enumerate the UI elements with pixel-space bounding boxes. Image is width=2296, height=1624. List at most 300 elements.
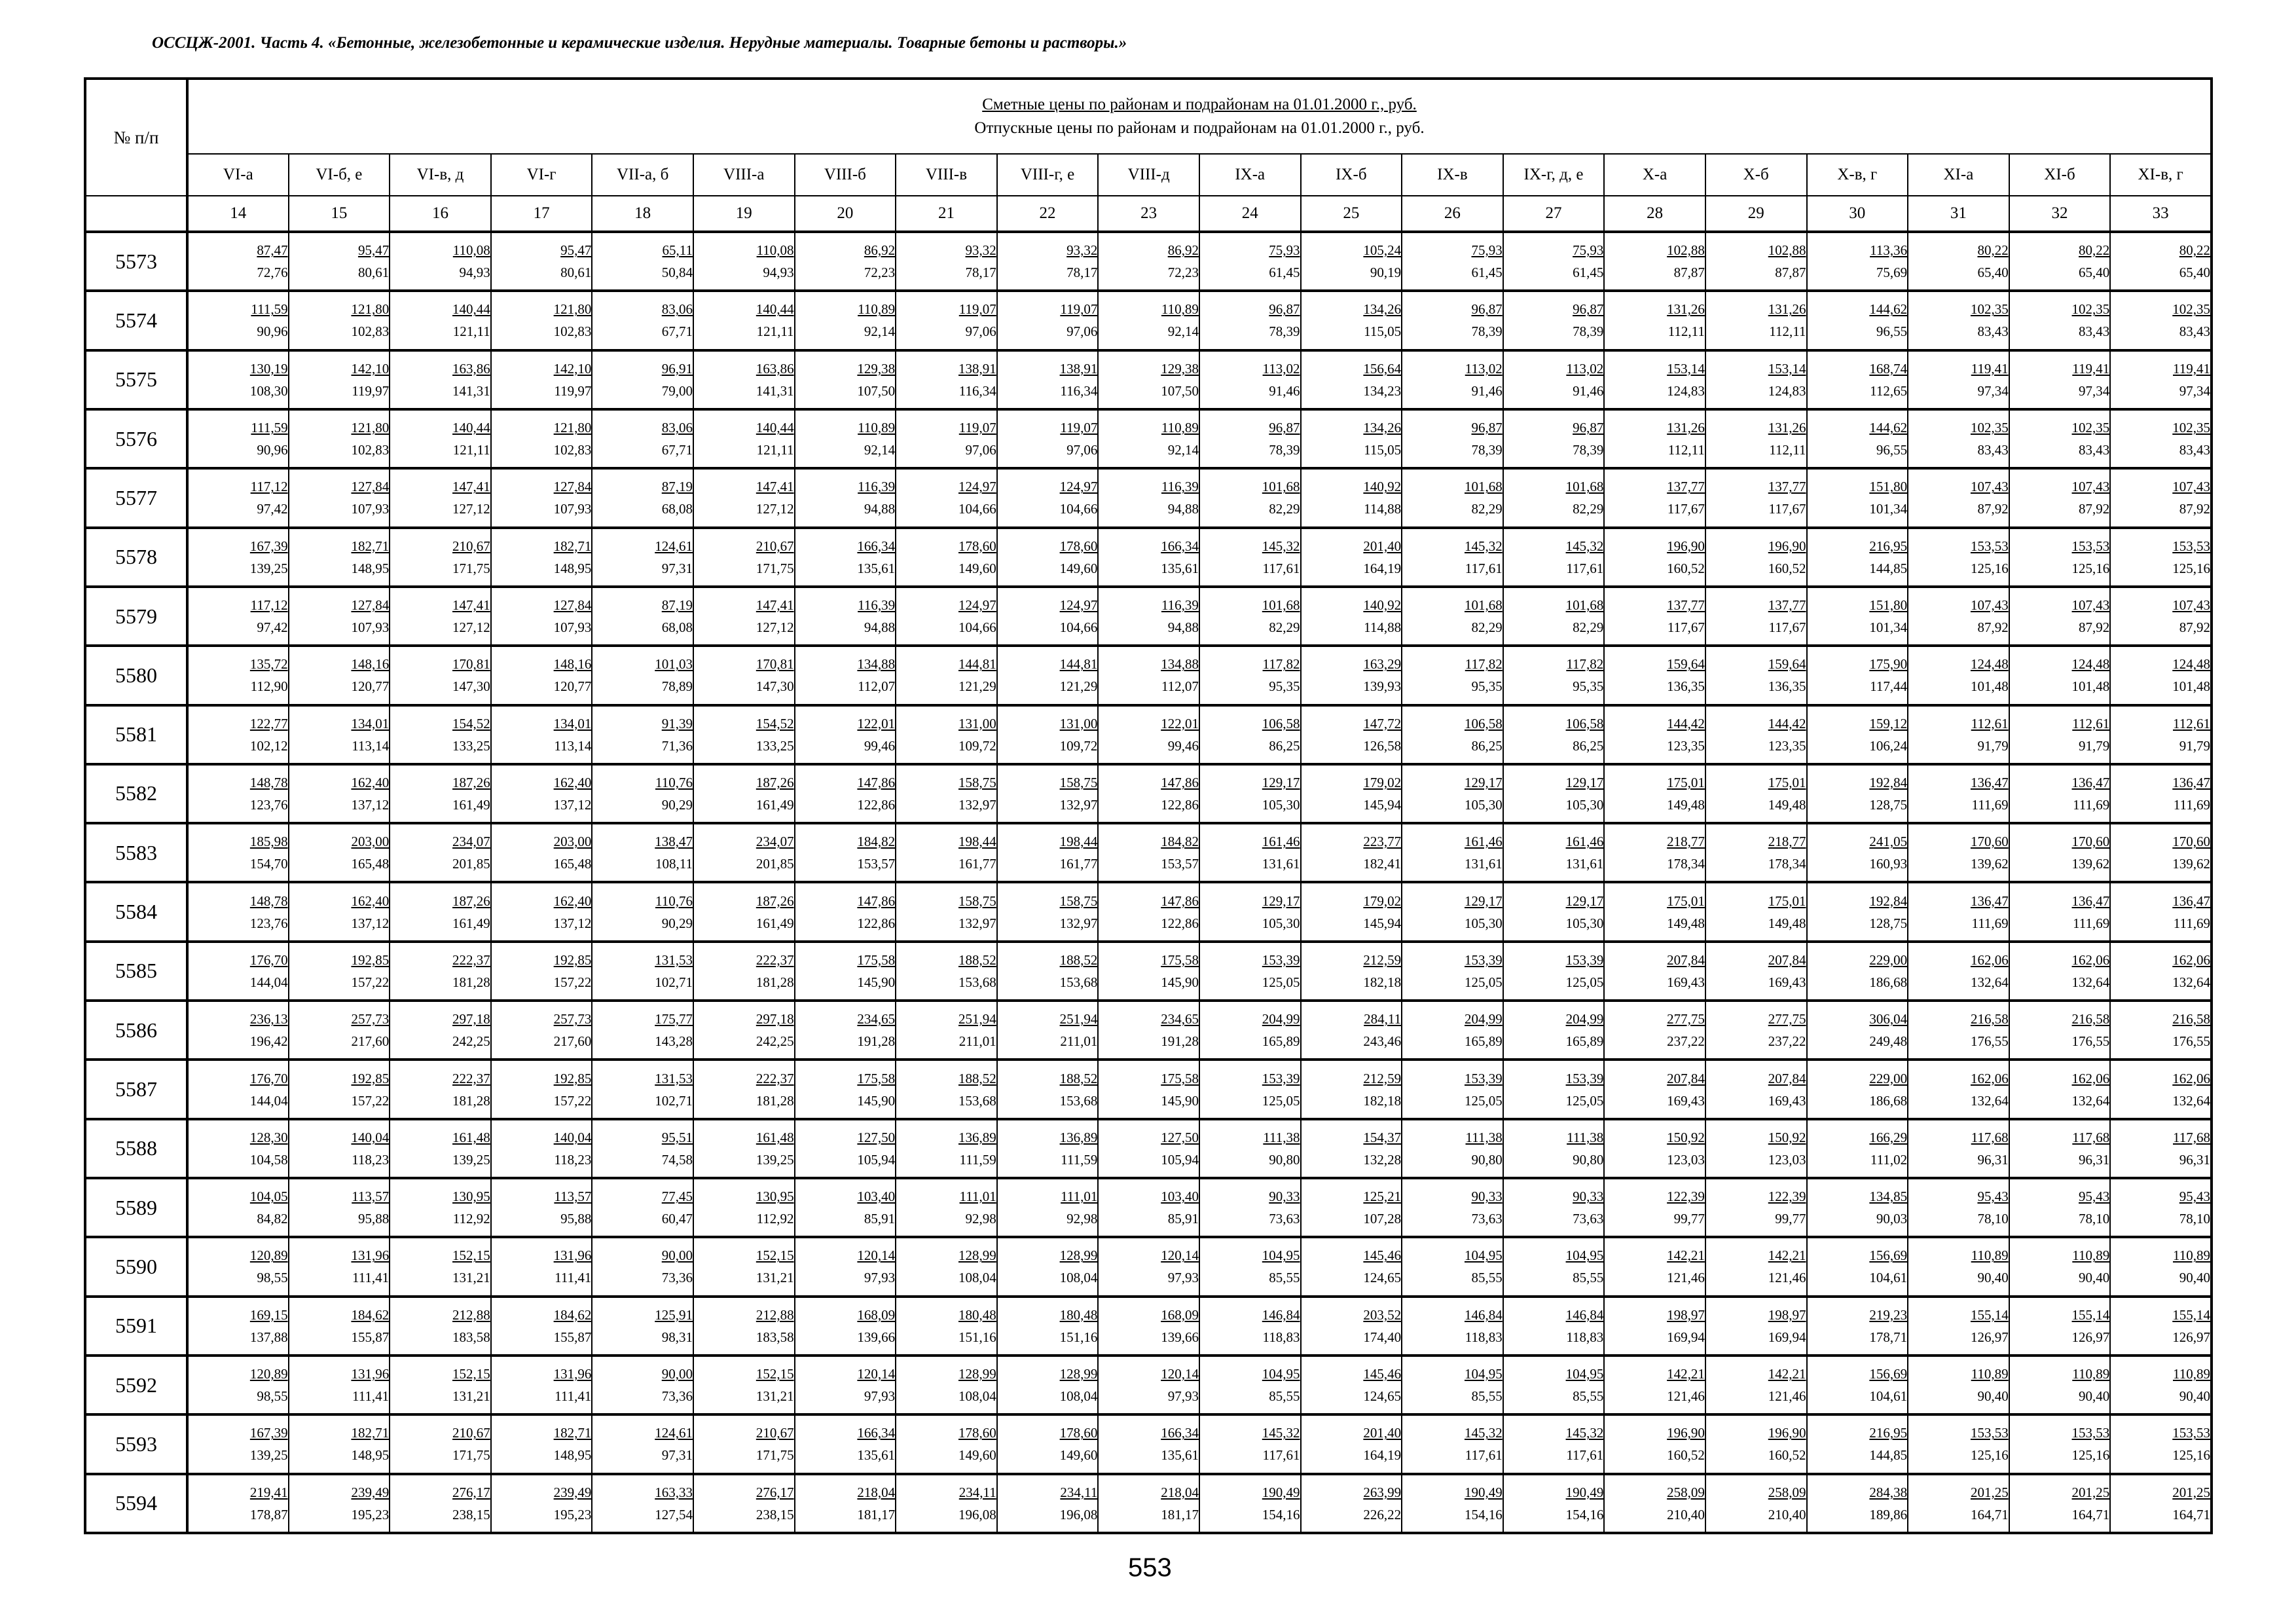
price-cell — [2009, 587, 2111, 646]
release-price: 86,25 — [1573, 737, 1604, 754]
release-price: 114,88 — [1364, 619, 1402, 636]
estimate-price: 158,75 — [1059, 774, 1098, 790]
estimate-price: 145,32 — [1565, 538, 1604, 554]
estimate-price: 162,06 — [2071, 1070, 2110, 1086]
release-price: 78,17 — [1066, 265, 1098, 281]
estimate-price: 188,52 — [958, 951, 996, 968]
price-cell — [693, 1356, 795, 1414]
estimate-price: 90,33 — [1471, 1189, 1503, 1205]
region-codes-row — [85, 154, 2212, 196]
release-price: 78,39 — [1573, 442, 1604, 458]
release-price: 111,02 — [1870, 1151, 1908, 1168]
estimate-price: 95,43 — [1977, 1189, 2009, 1205]
release-price: 74,58 — [661, 1151, 693, 1168]
price-cell — [1301, 882, 1402, 941]
price-cell — [2009, 528, 2111, 587]
release-price: 121,46 — [1768, 1388, 1806, 1405]
price-cell — [1705, 764, 1807, 823]
price-cell — [2110, 705, 2212, 764]
estimate-price: 110,89 — [1161, 301, 1199, 318]
release-price: 165,89 — [1262, 1033, 1300, 1050]
estimate-price: 145,32 — [1262, 538, 1300, 554]
estimate-price: 146,84 — [1464, 1306, 1503, 1323]
release-price: 131,61 — [1565, 856, 1604, 872]
price-cell — [1503, 468, 1605, 527]
release-price: 97,93 — [1167, 1388, 1199, 1405]
release-price: 115,05 — [1364, 442, 1402, 458]
release-price: 155,87 — [351, 1329, 390, 1345]
table-row — [85, 823, 2212, 882]
release-price: 242,25 — [756, 1033, 794, 1050]
price-cell — [187, 1119, 289, 1178]
release-price: 78,89 — [661, 678, 693, 695]
price-cell — [997, 1178, 1099, 1237]
price-cell — [1705, 587, 1807, 646]
release-price: 97,06 — [965, 442, 996, 458]
price-cell — [693, 1001, 795, 1060]
estimate-price: 117,82 — [1465, 656, 1503, 673]
price-cell — [693, 232, 795, 291]
release-price: 217,60 — [351, 1033, 390, 1050]
release-price: 121,11 — [452, 323, 490, 340]
estimate-price: 196,90 — [1667, 538, 1705, 554]
estimate-price: 258,09 — [1768, 1484, 1806, 1500]
release-price: 102,83 — [553, 323, 592, 340]
estimate-price: 103,40 — [1161, 1189, 1199, 1205]
price-cell — [187, 1297, 289, 1356]
price-cell — [1503, 1237, 1605, 1296]
estimate-price: 297,18 — [756, 1011, 794, 1027]
release-price: 164,71 — [2172, 1506, 2210, 1522]
release-price: 149,48 — [1667, 915, 1705, 931]
table-row — [85, 764, 2212, 823]
estimate-price: 117,12 — [250, 479, 288, 495]
estimate-price: 150,92 — [1768, 1129, 1806, 1145]
estimate-price: 104,05 — [249, 1189, 288, 1205]
estimate-price: 80,22 — [2179, 242, 2210, 259]
release-price: 96,31 — [1977, 1151, 2009, 1168]
region-code-header: IX-в — [1402, 154, 1503, 196]
estimate-price: 101,68 — [1262, 479, 1300, 495]
estimate-price: 204,99 — [1565, 1011, 1604, 1027]
estimate-price: 122,01 — [1161, 715, 1199, 731]
price-cell — [1604, 646, 1705, 705]
release-price: 85,55 — [1573, 1270, 1604, 1286]
estimate-price: 128,99 — [958, 1366, 996, 1382]
price-cell — [187, 646, 289, 705]
price-cell — [896, 1237, 997, 1296]
release-price: 91,46 — [1269, 382, 1300, 399]
price-cell — [2110, 291, 2212, 350]
estimate-price: 122,77 — [249, 715, 288, 731]
estimate-price: 112,61 — [1971, 715, 2009, 731]
price-cell — [1908, 350, 2009, 409]
price-cell — [2110, 1119, 2212, 1178]
release-price: 121,11 — [756, 323, 794, 340]
release-price: 151,16 — [958, 1329, 996, 1345]
estimate-price: 91,39 — [661, 715, 693, 731]
price-cell — [1604, 350, 1705, 409]
price-cell — [1705, 1297, 1807, 1356]
estimate-price: 148,78 — [249, 893, 288, 909]
release-price: 132,64 — [2071, 974, 2110, 990]
estimate-price: 146,84 — [1565, 1306, 1604, 1323]
price-cell — [1503, 646, 1605, 705]
release-price: 91,46 — [1471, 382, 1503, 399]
release-price: 186,68 — [1869, 974, 1908, 990]
release-price: 176,55 — [2172, 1033, 2210, 1050]
price-cell — [1807, 291, 1908, 350]
region-code-header: IX-а — [1199, 154, 1301, 196]
release-price: 90,29 — [661, 796, 693, 813]
release-price: 124,83 — [1768, 382, 1806, 399]
price-cell — [1199, 1474, 1301, 1533]
price-cell — [896, 350, 997, 409]
estimate-price: 90,00 — [661, 1366, 693, 1382]
estimate-price: 236,13 — [249, 1011, 288, 1027]
release-price: 91,79 — [1977, 737, 2009, 754]
region-code-header: VIII-г, е — [997, 154, 1099, 196]
estimate-price: 75,93 — [1573, 242, 1604, 259]
estimate-price: 137,77 — [1667, 479, 1705, 495]
estimate-price: 204,99 — [1262, 1011, 1300, 1027]
price-cell — [1301, 764, 1402, 823]
release-price: 171,75 — [452, 1447, 490, 1464]
estimate-price: 184,82 — [1161, 834, 1199, 850]
price-cell — [1705, 291, 1807, 350]
estimate-price: 147,72 — [1363, 715, 1402, 731]
row-number: 5579 — [85, 587, 187, 646]
price-cell — [896, 1414, 997, 1473]
price-cell — [289, 1060, 390, 1118]
price-cell — [693, 1297, 795, 1356]
release-price: 157,22 — [553, 974, 592, 990]
estimate-price: 131,26 — [1768, 420, 1806, 436]
estimate-price: 117,12 — [250, 597, 288, 614]
price-cell — [896, 1474, 997, 1533]
release-price: 132,64 — [2071, 1092, 2110, 1109]
estimate-price: 216,58 — [1970, 1011, 2009, 1027]
estimate-price: 153,39 — [1262, 1070, 1300, 1086]
estimate-price: 218,77 — [1667, 834, 1705, 850]
price-cell — [390, 232, 491, 291]
release-price: 157,22 — [351, 1092, 390, 1109]
release-price: 237,22 — [1768, 1033, 1806, 1050]
estimate-price: 192,85 — [351, 951, 390, 968]
estimate-price: 182,71 — [553, 1425, 592, 1441]
release-price: 169,94 — [1667, 1329, 1705, 1345]
release-price: 101,34 — [1869, 501, 1908, 517]
estimate-price: 207,84 — [1768, 951, 1806, 968]
price-cell — [390, 528, 491, 587]
estimate-price: 110,89 — [858, 420, 896, 436]
release-price: 160,52 — [1768, 1447, 1806, 1464]
price-cell — [1604, 764, 1705, 823]
price-cell — [1199, 646, 1301, 705]
estimate-price: 101,68 — [1464, 597, 1503, 614]
release-price: 196,08 — [1059, 1506, 1098, 1522]
price-cell — [1604, 291, 1705, 350]
price-cell — [1604, 1474, 1705, 1533]
release-price: 121,29 — [958, 678, 996, 695]
price-cell — [1604, 942, 1705, 1001]
estimate-price: 136,47 — [2172, 774, 2210, 790]
price-cell — [187, 764, 289, 823]
price-cell — [2110, 468, 2212, 527]
release-price: 94,88 — [1167, 501, 1199, 517]
release-price: 169,43 — [1768, 1092, 1806, 1109]
release-price: 126,97 — [2172, 1329, 2210, 1345]
price-cell — [997, 646, 1099, 705]
price-cell — [491, 291, 592, 350]
estimate-price: 148,16 — [553, 656, 592, 673]
release-price: 196,42 — [249, 1033, 288, 1050]
row-number: 5583 — [85, 823, 187, 882]
price-cell — [390, 468, 491, 527]
release-price: 82,29 — [1471, 619, 1503, 636]
price-cell — [896, 468, 997, 527]
price-cell — [187, 409, 289, 468]
estimate-price: 90,00 — [661, 1247, 693, 1264]
row-number: 5588 — [85, 1119, 187, 1178]
release-price: 60,47 — [661, 1211, 693, 1227]
price-cell — [1199, 942, 1301, 1001]
price-cell — [1098, 232, 1199, 291]
estimate-price: 154,37 — [1363, 1129, 1402, 1145]
row-number: 5593 — [85, 1414, 187, 1473]
estimate-price: 107,43 — [2071, 479, 2110, 495]
price-cell — [1402, 528, 1503, 587]
price-cell — [1199, 528, 1301, 587]
price-cell — [187, 823, 289, 882]
column-index: 15 — [289, 196, 390, 232]
release-price: 96,31 — [2179, 1151, 2210, 1168]
price-cell — [1301, 291, 1402, 350]
price-cell — [1908, 646, 2009, 705]
price-cell — [1402, 1297, 1503, 1356]
release-price: 165,48 — [553, 856, 592, 872]
price-cell — [187, 882, 289, 941]
estimate-price: 129,17 — [1464, 893, 1503, 909]
price-cell — [2110, 942, 2212, 1001]
price-cell — [795, 942, 896, 1001]
estimate-price: 128,30 — [249, 1129, 288, 1145]
price-cell — [2110, 1060, 2212, 1118]
estimate-price: 106,58 — [1565, 715, 1604, 731]
release-price: 182,18 — [1363, 1092, 1402, 1109]
release-price: 85,91 — [864, 1211, 896, 1227]
estimate-price: 120,14 — [1161, 1366, 1199, 1382]
price-cell — [693, 350, 795, 409]
estimate-price: 204,99 — [1464, 1011, 1503, 1027]
release-price: 121,46 — [1667, 1388, 1705, 1405]
estimate-price: 117,68 — [1971, 1129, 2009, 1145]
estimate-price: 120,14 — [857, 1366, 896, 1382]
release-price: 108,04 — [1059, 1270, 1098, 1286]
estimate-price: 129,17 — [1262, 893, 1300, 909]
release-price: 153,68 — [958, 1092, 996, 1109]
release-price: 132,64 — [1970, 974, 2009, 990]
release-price: 125,05 — [1565, 1092, 1604, 1109]
release-price: 101,48 — [2071, 678, 2110, 695]
release-price: 72,23 — [1167, 265, 1199, 281]
release-price: 86,25 — [1471, 737, 1503, 754]
price-cell — [2009, 291, 2111, 350]
release-price: 91,79 — [2079, 737, 2110, 754]
estimate-price: 201,40 — [1363, 538, 1402, 554]
estimate-price: 80,22 — [2079, 242, 2110, 259]
release-price: 108,04 — [958, 1388, 996, 1405]
price-cell — [1199, 291, 1301, 350]
price-cell — [592, 942, 693, 1001]
release-price: 102,83 — [553, 442, 592, 458]
estimate-price: 140,04 — [553, 1129, 592, 1145]
release-price: 201,85 — [452, 856, 490, 872]
price-cell — [1503, 1474, 1605, 1533]
price-cell — [795, 1297, 896, 1356]
table-row — [85, 882, 2212, 941]
release-price: 95,88 — [560, 1211, 592, 1227]
release-price: 117,67 — [1667, 619, 1705, 636]
estimate-price: 241,05 — [1869, 834, 1908, 850]
price-cell — [1301, 823, 1402, 882]
price-cell — [1807, 1356, 1908, 1414]
estimate-price: 201,25 — [1970, 1484, 2009, 1500]
release-price: 182,18 — [1363, 974, 1402, 990]
estimate-price: 284,38 — [1869, 1484, 1908, 1500]
estimate-price: 129,17 — [1464, 774, 1503, 790]
release-price: 139,62 — [2071, 856, 2110, 872]
price-cell — [491, 1414, 592, 1473]
price-cell — [795, 468, 896, 527]
release-price: 123,35 — [1768, 737, 1806, 754]
price-cell — [1301, 1414, 1402, 1473]
release-price: 104,66 — [1059, 501, 1098, 517]
estimate-price: 153,39 — [1464, 951, 1503, 968]
price-cell — [1908, 1474, 2009, 1533]
row-number: 5587 — [85, 1060, 187, 1118]
estimate-price: 131,53 — [655, 1070, 693, 1086]
release-price: 94,88 — [1167, 619, 1199, 636]
estimate-price: 90,33 — [1269, 1189, 1300, 1205]
release-price: 161,49 — [756, 796, 794, 813]
price-cell — [2009, 882, 2111, 941]
estimate-price: 153,39 — [1565, 951, 1604, 968]
release-price: 117,67 — [1768, 501, 1806, 517]
price-cell — [1807, 587, 1908, 646]
price-cell — [1908, 823, 2009, 882]
price-cell — [592, 882, 693, 941]
release-price: 161,77 — [1059, 856, 1098, 872]
estimate-price: 110,89 — [2072, 1247, 2110, 1264]
price-cell — [1705, 942, 1807, 1001]
estimate-price: 277,75 — [1768, 1011, 1806, 1027]
estimate-price: 201,25 — [2172, 1484, 2210, 1500]
estimate-price: 107,43 — [2172, 479, 2210, 495]
price-cell — [1402, 291, 1503, 350]
price-cell — [1908, 587, 2009, 646]
estimate-price: 170,81 — [452, 656, 490, 673]
estimate-price: 198,97 — [1768, 1306, 1806, 1323]
release-price: 124,65 — [1363, 1388, 1402, 1405]
estimate-price: 168,09 — [857, 1306, 896, 1323]
column-index: 27 — [1503, 196, 1605, 232]
price-cell — [1301, 646, 1402, 705]
price-cell — [1199, 1414, 1301, 1473]
release-price: 237,22 — [1667, 1033, 1705, 1050]
price-cell — [1604, 1356, 1705, 1414]
price-cell — [997, 823, 1099, 882]
release-price: 186,68 — [1869, 1092, 1908, 1109]
estimate-price: 167,39 — [249, 1425, 288, 1441]
release-price: 123,76 — [249, 796, 288, 813]
release-price: 97,34 — [2079, 382, 2110, 399]
release-price: 143,28 — [655, 1033, 693, 1050]
estimate-price: 216,95 — [1869, 1425, 1908, 1441]
price-cell — [1402, 587, 1503, 646]
price-cell — [592, 1178, 693, 1237]
estimate-price: 131,96 — [351, 1247, 390, 1264]
release-price: 50,84 — [661, 265, 693, 281]
release-price: 147,30 — [756, 678, 794, 695]
estimate-price: 136,89 — [1059, 1129, 1098, 1145]
estimate-price: 96,91 — [661, 360, 693, 377]
estimate-price: 116,39 — [1161, 597, 1199, 614]
release-price: 90,96 — [257, 442, 288, 458]
price-cell — [1705, 1237, 1807, 1296]
release-price: 92,14 — [864, 442, 896, 458]
price-cell — [289, 646, 390, 705]
estimate-price: 192,85 — [553, 1070, 592, 1086]
release-price: 85,91 — [1167, 1211, 1199, 1227]
release-price: 125,16 — [1970, 560, 2009, 576]
table-row — [85, 1414, 2212, 1473]
estimate-price: 155,14 — [2172, 1306, 2210, 1323]
release-price: 65,40 — [2079, 265, 2110, 281]
release-price: 127,12 — [452, 501, 490, 517]
price-cell — [491, 528, 592, 587]
release-price: 178,34 — [1768, 856, 1806, 872]
estimate-price: 153,53 — [2172, 538, 2210, 554]
estimate-price: 159,64 — [1667, 656, 1705, 673]
price-cell — [491, 468, 592, 527]
price-cell — [1807, 232, 1908, 291]
release-price: 178,34 — [1667, 856, 1705, 872]
price-cell — [1098, 409, 1199, 468]
release-price: 137,88 — [249, 1329, 288, 1345]
release-price: 123,03 — [1667, 1151, 1705, 1168]
estimate-price: 212,88 — [452, 1306, 490, 1323]
release-price: 145,90 — [857, 1092, 896, 1109]
release-price: 238,15 — [452, 1506, 490, 1522]
release-price: 99,46 — [864, 737, 896, 754]
estimate-price: 218,04 — [1161, 1484, 1199, 1500]
price-cell — [390, 350, 491, 409]
release-price: 174,40 — [1363, 1329, 1402, 1345]
estimate-price: 182,71 — [553, 538, 592, 554]
release-price: 165,89 — [1464, 1033, 1503, 1050]
row-number: 5591 — [85, 1297, 187, 1356]
release-price: 78,39 — [1573, 323, 1604, 340]
region-code-header: XI-б — [2009, 154, 2111, 196]
table-row — [85, 350, 2212, 409]
estimate-price: 170,60 — [2172, 834, 2210, 850]
estimate-price: 95,47 — [560, 242, 592, 259]
release-price: 149,60 — [1059, 1447, 1098, 1464]
release-price: 122,86 — [857, 915, 896, 931]
estimate-price: 159,12 — [1869, 715, 1908, 731]
price-cell — [187, 1356, 289, 1414]
